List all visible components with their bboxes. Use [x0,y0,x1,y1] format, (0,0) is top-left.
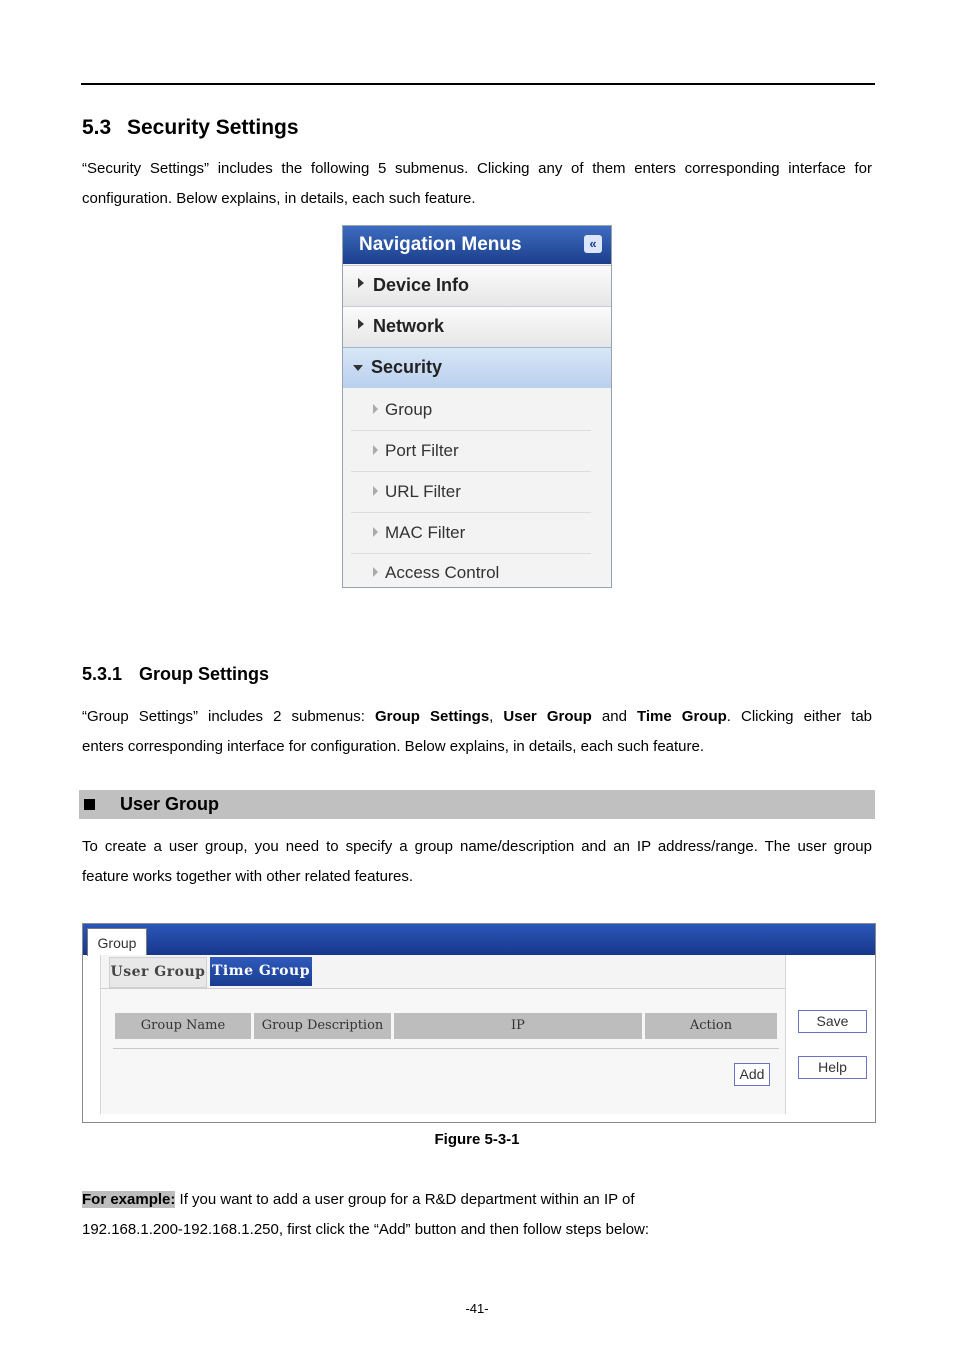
save-button[interactable]: Save [798,1010,867,1033]
subsection-number: 5.3.1 [82,664,123,684]
sub-item-label: Port Filter [385,441,459,460]
example-line-1 [82,1185,872,1215]
page-number: -41- [465,1301,489,1316]
tab-time-group[interactable]: Time Group [210,957,312,986]
section-intro [82,154,872,213]
text: , [489,708,504,725]
sub-item-label: Access Control [385,563,500,582]
window-tab-group[interactable]: Group [87,928,147,956]
intro-line-1: “Security Settings” includes the following 5 submenus. Clicking any of them enters corresponding interface for [82,160,872,177]
sub-item-label: URL Filter [385,482,461,501]
nav-item-security[interactable] [343,347,611,388]
subsection-intro [82,702,872,761]
add-button[interactable]: Add [734,1063,770,1086]
group-panel [100,955,786,1114]
sub-item-label: Group [385,400,433,419]
bold-term: Time Group [636,708,727,725]
group-settings-figure [82,923,876,1123]
text: If you want to add a user group for a R&D department within an IP of [175,1191,635,1208]
chevron-right-icon [373,404,378,414]
bullet-square-icon [84,799,95,810]
nav-item-label: Device Info [373,275,470,295]
chevron-right-icon [358,278,364,288]
sub-item-label: MAC Filter [385,523,466,542]
user-group-heading: User Group [120,794,220,814]
nav-menu-title: Navigation Menus [359,234,522,255]
sub-item-access-control[interactable] [351,553,591,588]
table-divider [113,1048,779,1049]
nav-item-network[interactable] [343,306,611,347]
subsection-title: Group Settings [139,664,269,684]
bold-term: User Group [503,708,592,725]
user-group-heading-bar [79,790,875,819]
nav-item-label: Network [373,316,445,336]
text: “Group Settings” includes 2 submenus: [82,708,375,725]
example-paragraph [82,1185,872,1244]
nav-item-label: Security [371,357,443,377]
user-group-description [82,832,872,891]
sub-item-mac-filter[interactable] [351,513,591,554]
chevron-right-icon [373,527,378,537]
user-group-line-2: feature works together with other related features. [82,867,414,885]
section-number: 5.3 [82,116,112,139]
navigation-menu-figure [342,225,612,588]
sub-item-port-filter[interactable] [351,431,591,472]
nav-menu-header [343,226,611,264]
sub-item-url-filter[interactable] [351,472,591,513]
subsection-line-1 [82,702,872,732]
example-line-2: 192.168.1.200-192.168.1.250, first click the “Add” button and then follow steps below: [82,1220,650,1238]
text: and [591,708,637,725]
header-rule [81,83,875,85]
figure-caption: Figure 5-3-1 [434,1131,520,1148]
chevron-right-icon [358,319,364,329]
sub-item-group[interactable] [351,390,591,431]
figure-header-bar [83,924,875,955]
section-title: Security Settings [127,116,299,139]
intro-line-2: configuration. Below explains, in details, each such feature. [82,189,476,207]
chevron-right-icon [373,445,378,455]
user-group-line-1: To create a user group, you need to specify a group name/description and an IP address/range. The user group [82,838,872,855]
chevron-right-icon [373,567,378,577]
column-header-ip: IP [394,1013,642,1039]
section-heading [82,116,299,140]
nav-item-device-info[interactable] [343,265,611,306]
subsection-line-2: enters corresponding interface for configuration. Below explains, in details, each such feature. [82,737,705,755]
chevron-right-icon [373,486,378,496]
collapse-icon[interactable]: « [584,235,602,253]
group-table-panel [101,988,785,1114]
example-label: For example: [82,1191,176,1208]
chevron-down-icon [353,365,363,371]
column-header-group-description: Group Description [254,1013,391,1039]
tab-user-group[interactable]: User Group [109,957,207,988]
bold-term: Group Settings [374,708,490,725]
column-header-action: Action [645,1013,777,1039]
subsection-heading [82,664,269,685]
text: . Clicking either tab [726,708,873,725]
column-header-group-name: Group Name [115,1013,251,1039]
help-button[interactable]: Help [798,1056,867,1079]
